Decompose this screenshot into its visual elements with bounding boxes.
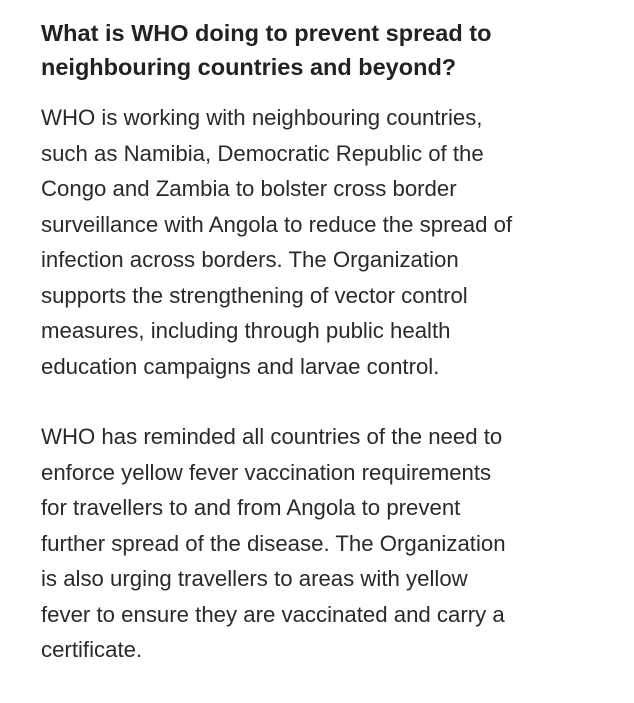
paragraph-line: for travellers to and from Angola to prevent bbox=[41, 495, 461, 520]
paragraph-line: Congo and Zambia to bolster cross border bbox=[41, 176, 457, 201]
paragraph-line: measures, including through public health bbox=[41, 318, 451, 343]
paragraph-line: WHO has reminded all countries of the need to bbox=[41, 424, 503, 449]
heading-line: neighbouring countries and beyond? bbox=[41, 54, 457, 80]
article-section bbox=[41, 16, 601, 703]
paragraph-line: WHO is working with neighbouring countries, bbox=[41, 105, 483, 130]
paragraph-line: is also urging travellers to areas with yellow bbox=[41, 566, 468, 591]
paragraph-line: infection across borders. The Organization bbox=[41, 247, 459, 272]
paragraph-line: supports the strengthening of vector control bbox=[41, 282, 468, 308]
section-heading bbox=[41, 16, 601, 84]
heading-line: What is WHO doing to prevent spread to bbox=[41, 20, 492, 46]
paragraph-line: fever to ensure they are vaccinated and carry a bbox=[41, 601, 505, 627]
paragraph-line: education campaigns and larvae control. bbox=[41, 353, 440, 379]
paragraph-line: enforce yellow fever vaccination requirements bbox=[41, 459, 492, 485]
paragraph-line: surveillance with Angola to reduce the spread of bbox=[41, 211, 513, 237]
paragraph-line: such as Namibia, Democratic Republic of the bbox=[41, 140, 484, 166]
paragraph-line: certificate. bbox=[41, 637, 143, 662]
paragraph-line: further spread of the disease. The Organization bbox=[41, 530, 506, 556]
paragraph-cross-border bbox=[41, 100, 601, 384]
paragraph-vaccination bbox=[41, 419, 601, 668]
